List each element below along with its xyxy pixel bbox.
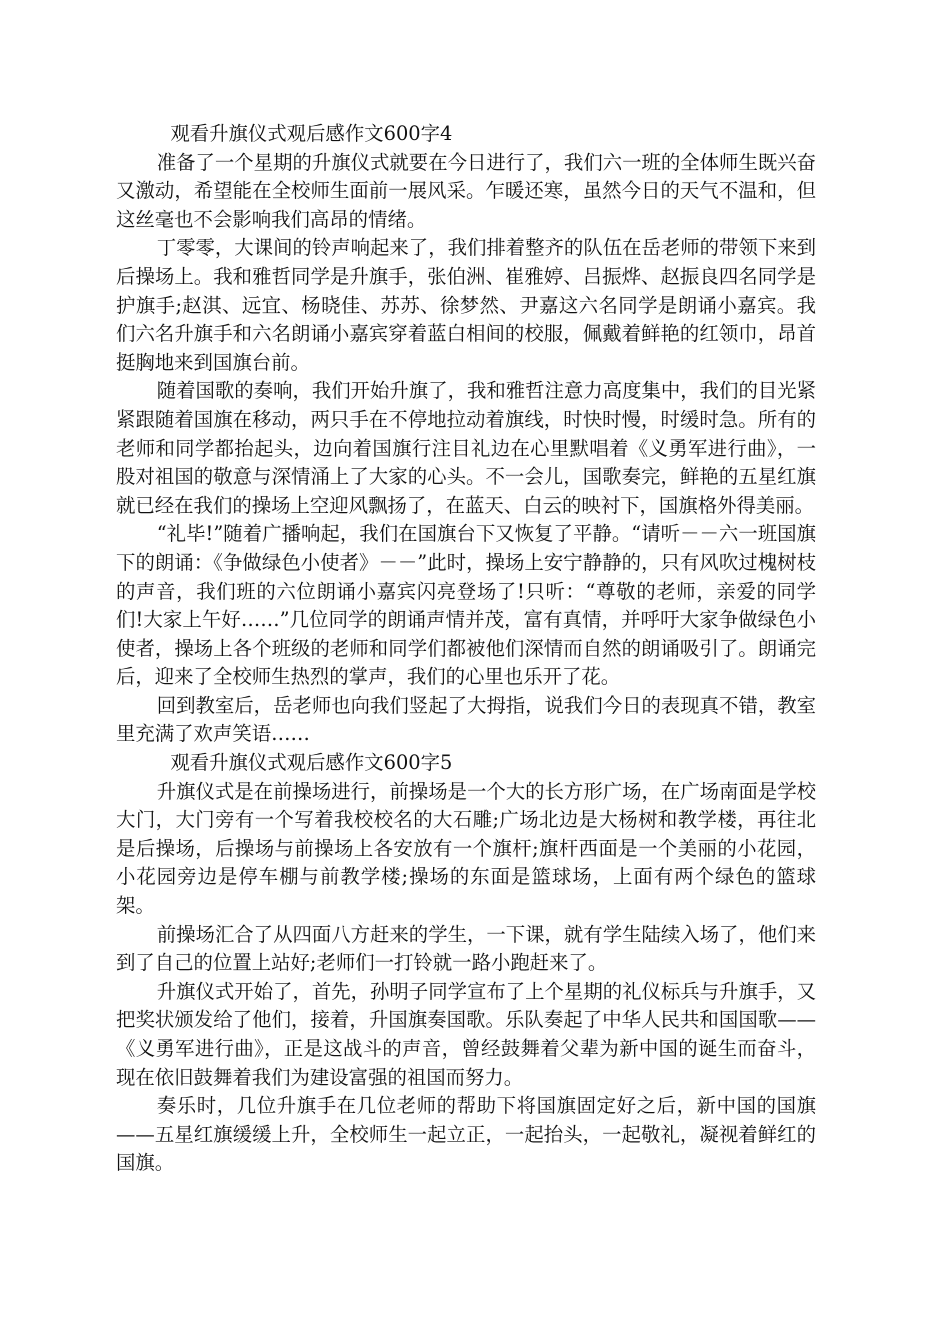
paragraph: 前操场汇合了从四面八方赶来的学生，一下课，就有学生陆续入场了，他们来到了自己的位置上站好;老师们一打铃就一路小跑赶来了。 [116,922,817,975]
section-heading: 观看升旗仪式观后感作文600字4 [170,122,453,145]
paragraph: 回到教室后，岳老师也向我们竖起了大拇指，说我们今日的表现真不错，教室里充满了欢声笑语…… [116,693,817,746]
paragraph: 丁零零，大课间的铃声响起来了，我们排着整齐的队伍在岳老师的带领下来到后操场上。我和雅哲同学是升旗手，张伯洲、崔雅婷、吕振烨、赵振良四名同学是护旗手;赵淇、远宜、杨晓佳、苏苏、徐梦然、尹嘉这六名同学是朗诵小嘉宾。我们六名升旗手和六名朗诵小嘉宾穿着蓝白相间的校服，佩戴着鲜艳的红领巾，昂首挺胸地来到国旗台前。 [116,236,817,374]
paragraph: 奏乐时，几位升旗手在几位老师的帮助下将国旗固定好之后，新中国的国旗——五星红旗缓缓上升，全校师生一起立正，一起抬头，一起敬礼，凝视着鲜红的国旗。 [116,1094,816,1175]
document-page [116,120,816,1178]
paragraph: “礼毕!”随着广播响起，我们在国旗台下又恢复了平静。“请听－－六一班国旗下的朗诵：《争做绿色小使者》－－”此时，操场上安宁静静的，只有风吹过槐树枝的声音，我们班的六位朗诵小嘉宾闪亮登场了!只听：“尊敬的老师，亲爱的同学们!大家上午好……”几位同学的朗诵声情并茂，富有真情，并呼吁大家争做绿色小使者，操场上各个班级的老师和同学们都被他们深情而自然的朗诵吸引了。朗诵完后，迎来了全校师生热烈的掌声，我们的心里也乐开了花。 [116,522,816,689]
section-heading: 观看升旗仪式观后感作文600字5 [170,751,453,775]
paragraph: 随着国歌的奏响，我们开始升旗了，我和雅哲注意力高度集中，我们的目光紧紧跟随着国旗在移动，两只手在不停地拉动着旗线，时快时慢，时缓时急。所有的老师和同学都抬起头，边向着国旗行注目礼边在心里默唱着《义勇军进行曲》，一股对祖国的敬意与深情涌上了大家的心头。不一会儿，国歌奏完，鲜艳的五星红旗就已经在我们的操场上空迎风飘扬了，在蓝天、白云的映衬下，国旗格外得美丽。 [116,379,817,517]
paragraph: 升旗仪式开始了，首先，孙明子同学宣布了上个星期的礼仪标兵与升旗手，又把奖状颁发给了他们，接着，升国旗奏国歌。乐队奏起了中华人民共和国国歌——《义勇军进行曲》，正是这战斗的声音，曾经鼓舞着父辈为新中国的诞生而奋斗，现在依旧鼓舞着我们为建设富强的祖国而努力。 [116,979,817,1089]
paragraph: 升旗仪式是在前操场进行，前操场是一个大的长方形广场，在广场南面是学校大门，大门旁有一个写着我校校名的大石雕;广场北边是大杨树和教学楼，再往北是后操场，后操场与前操场上各安放有一个旗杆;旗杆西面是一个美丽的小花园，小花园旁边是停车棚与前教学楼;操场的东面是篮球场，上面有两个绿色的篮球架。 [116,779,817,918]
paragraph: 准备了一个星期的升旗仪式就要在今日进行了，我们六一班的全体师生既兴奋又激动，希望能在全校师生面前一展风采。乍暖还寒，虽然今日的天气不温和，但这丝毫也不会影响我们高昂的情绪。 [116,150,817,231]
